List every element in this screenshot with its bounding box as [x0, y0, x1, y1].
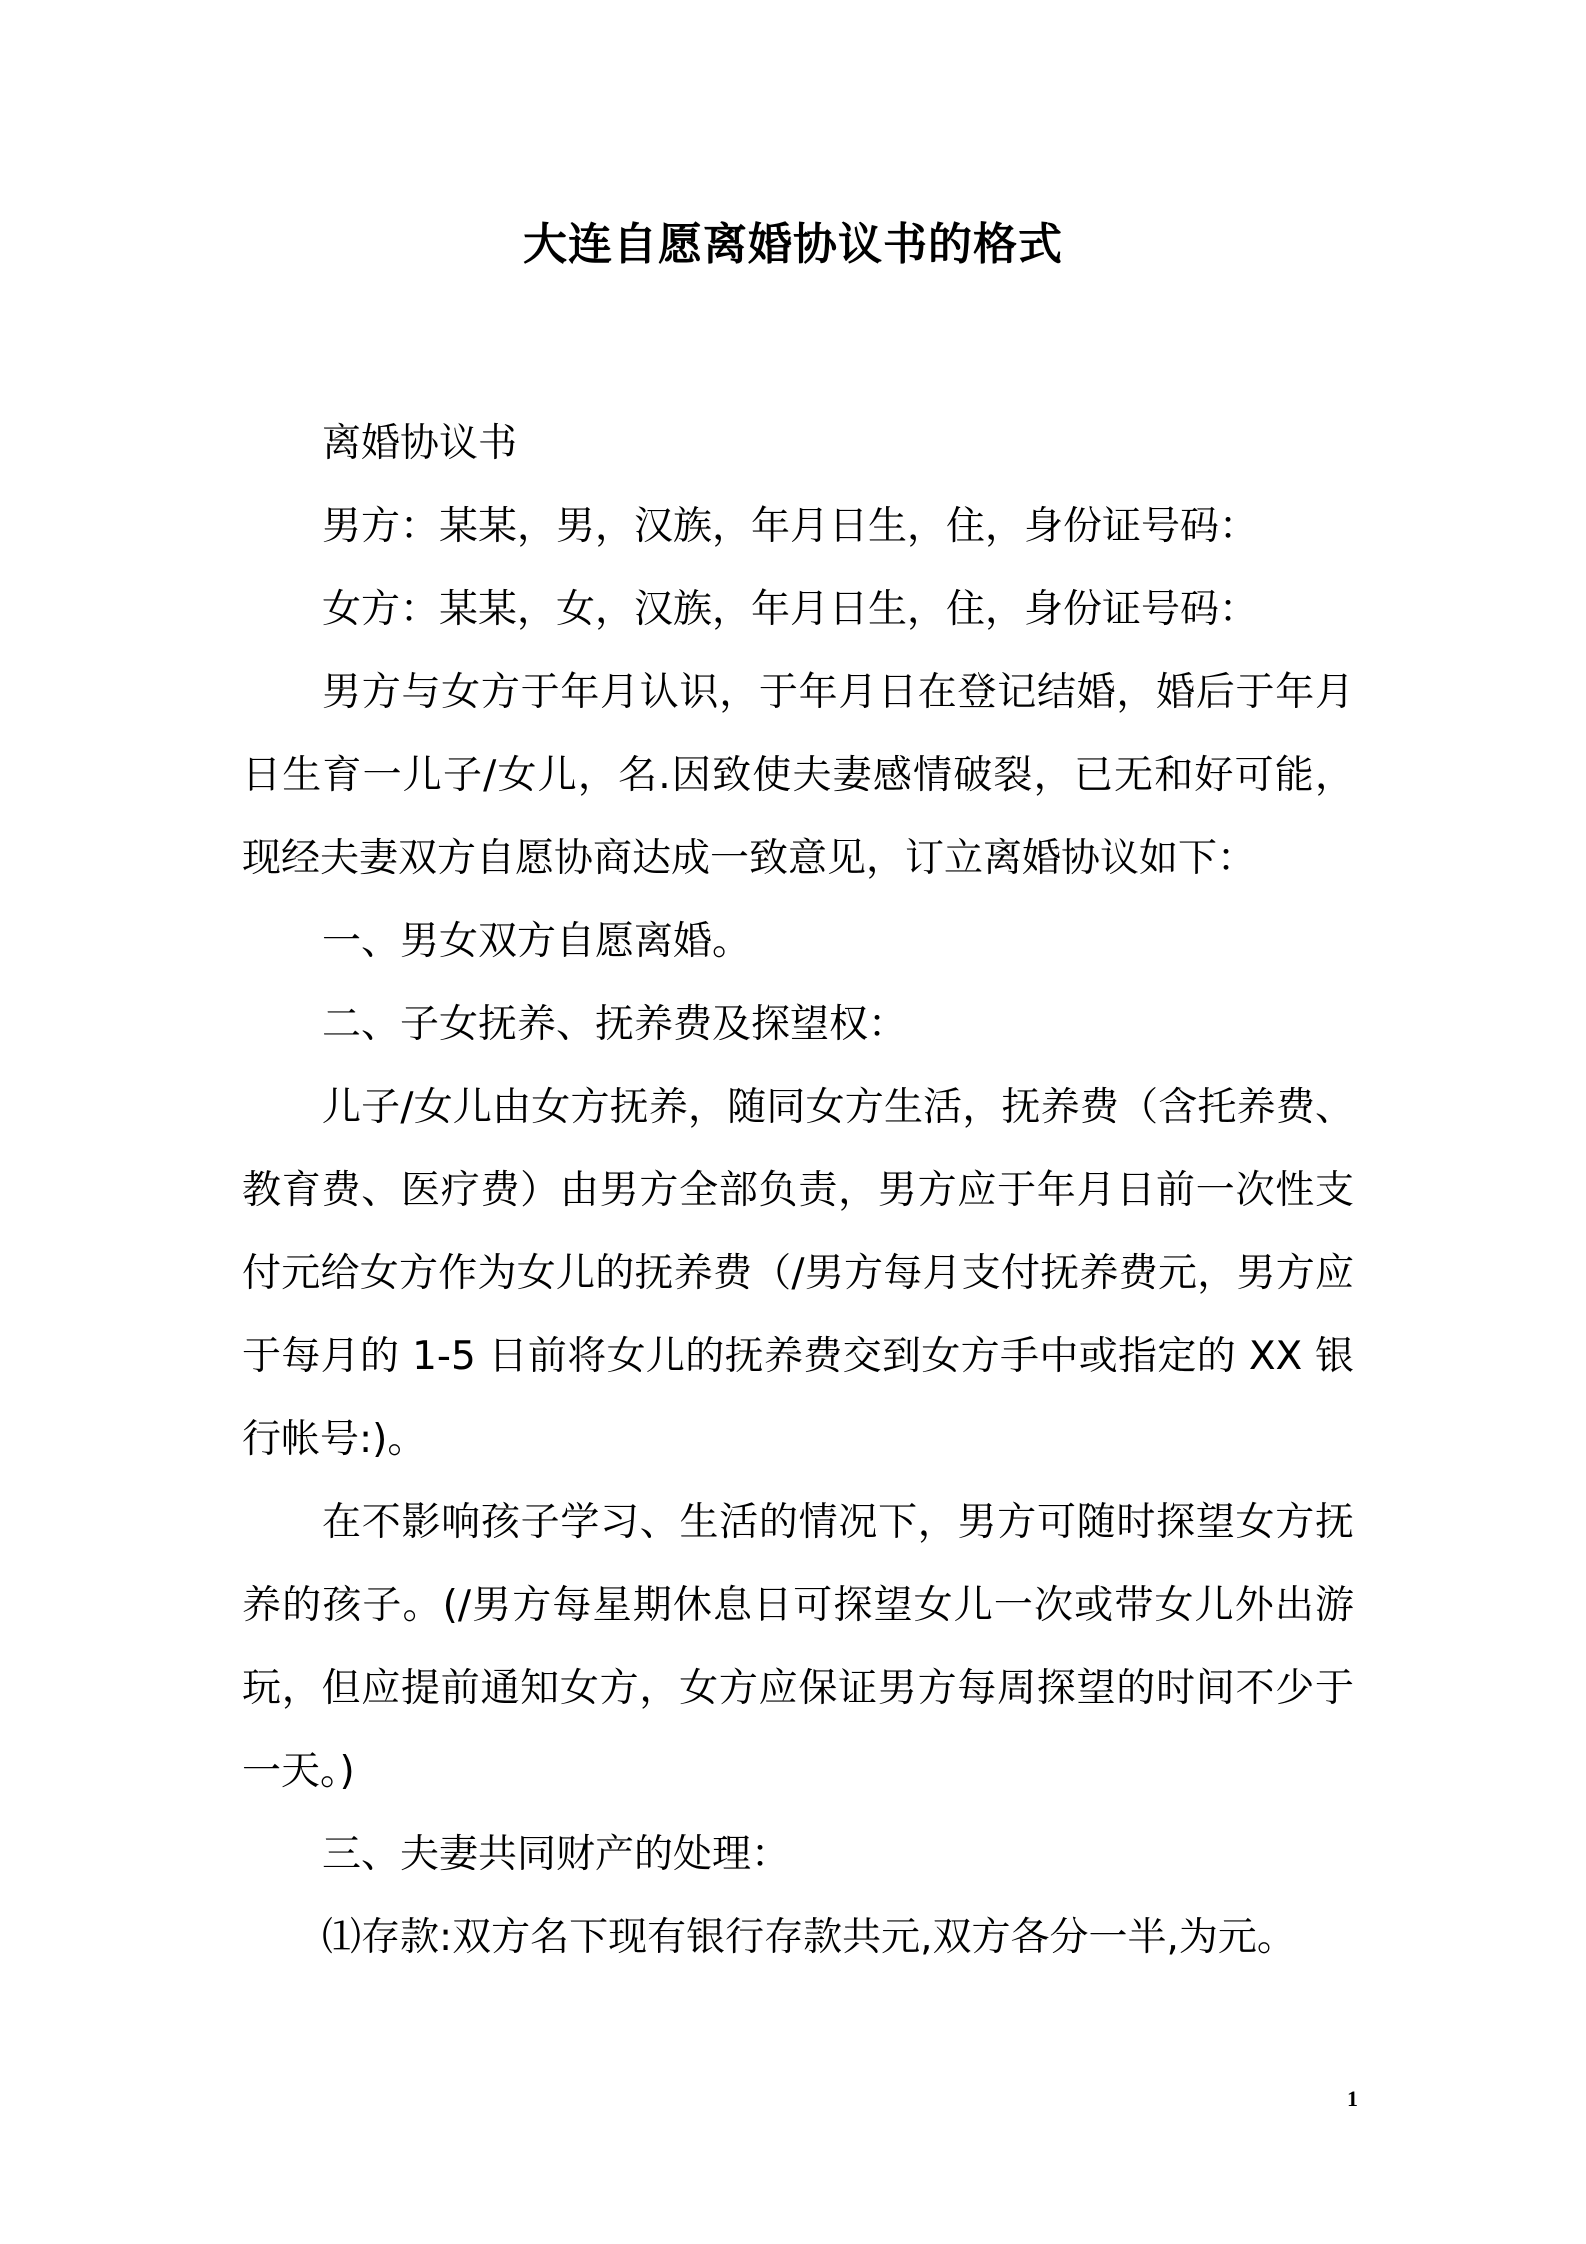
document-title: 大连自愿离婚协议书的格式	[523, 219, 1063, 270]
page-number: 1	[1347, 2086, 1358, 2111]
paragraph-male-party: 男方：某某，男，汉族，年月日生，住，身份证号码：	[322, 504, 1259, 549]
document-body	[242, 402, 1354, 1979]
paragraph-heading: 离婚协议书	[322, 421, 518, 466]
paragraph-clause-one: 一、男女双方自愿离婚。	[322, 919, 752, 964]
paragraph-background: 男方与女方于年月认识，于年月日在登记结婚，婚后于年月日生育一儿子/女儿，名.因致使夫妻感情破裂，已无和好可能，现经夫妻双方自愿协商达成一致意见，订立离婚协议如下：	[242, 670, 1354, 881]
paragraph-clause-three: 三、夫妻共同财产的处理：	[322, 1832, 791, 1877]
paragraph-deposits: ⑴存款:双方名下现有银行存款共元,双方各分一半,为元。	[322, 1915, 1296, 1960]
paragraph-clause-two: 二、子女抚养、抚养费及探望权：	[322, 1002, 908, 1047]
paragraph-child-support: 儿子/女儿由女方抚养，随同女方生活，抚养费（含托养费、教育费、医疗费）由男方全部负责，男方应于年月日前一次性支付元给女方作为女儿的抚养费（/男方每月支付抚养费元，男方应于每月的 1-5 日前将女儿的抚养费交到女方手中或指定的 XX 银行帐号:)。	[242, 1085, 1354, 1462]
paragraph-female-party: 女方：某某，女，汉族，年月日生，住，身份证号码：	[322, 587, 1259, 632]
paragraph-visitation: 在不影响孩子学习、生活的情况下，男方可随时探望女方抚养的孩子。(/男方每星期休息日可探望女儿一次或带女儿外出游玩，但应提前通知女方，女方应保证男方每周探望的时间不少于一天。)	[242, 1500, 1354, 1794]
